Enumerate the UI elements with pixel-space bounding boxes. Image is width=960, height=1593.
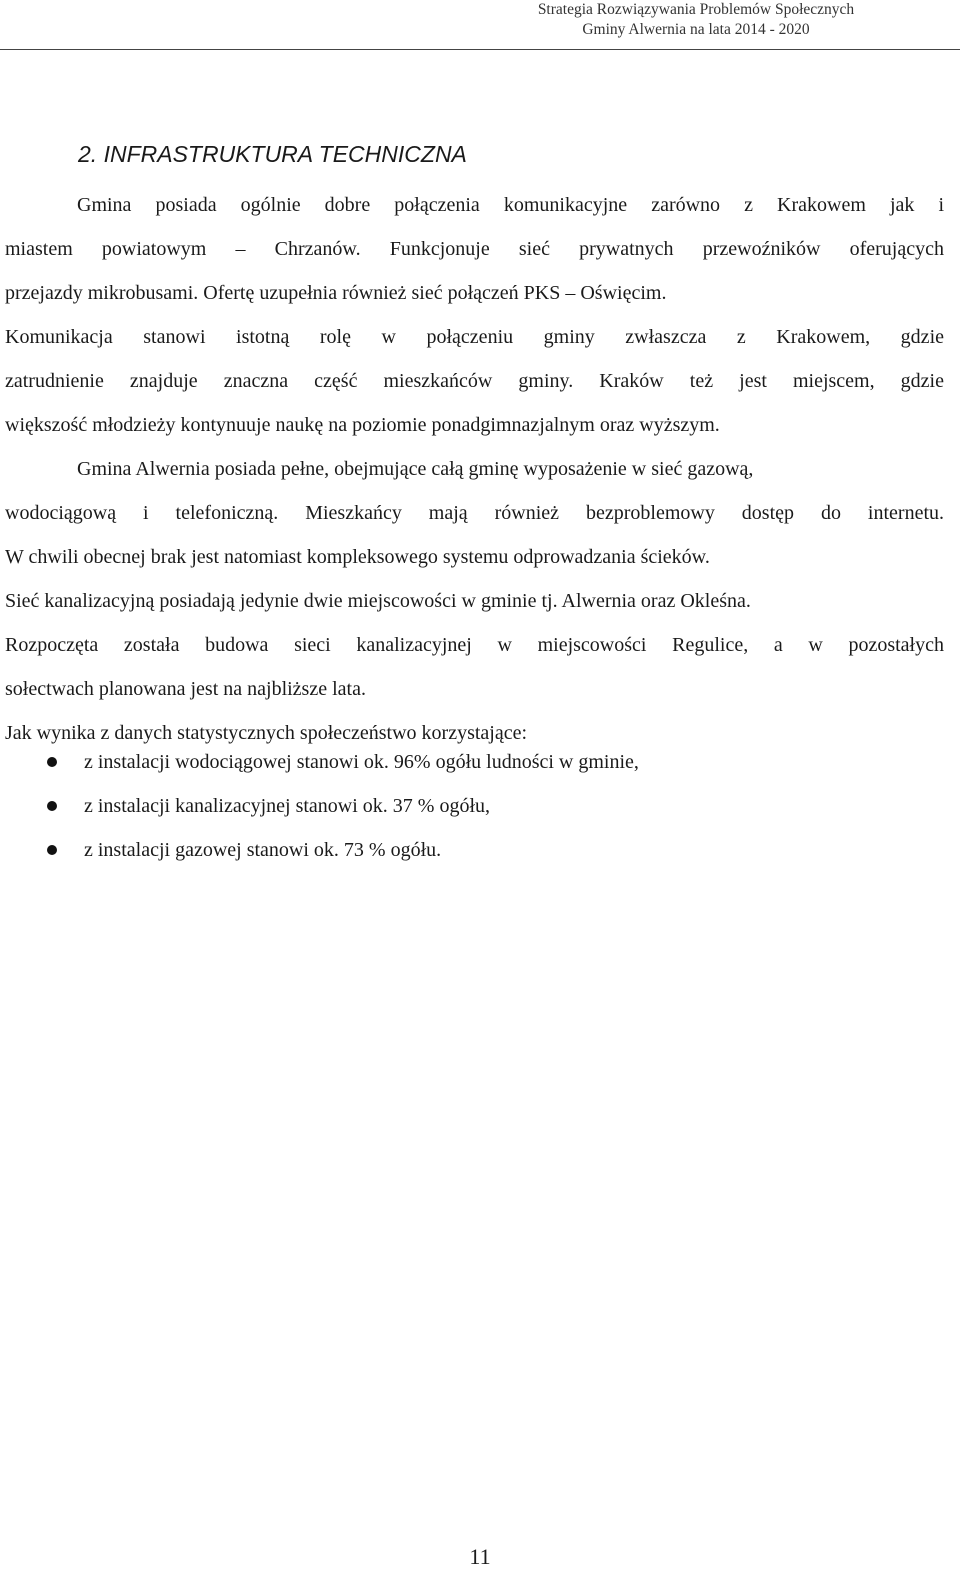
page-number: 11	[469, 1544, 491, 1569]
paragraph-line: sołectwach planowana jest na najbliższe lata.	[5, 678, 366, 700]
paragraph-line: większość młodzieży kontynuuje naukę na poziomie ponadgimnazjalnym oraz wyższym.	[5, 414, 720, 436]
paragraph-line: miastem powiatowym – Chrzanów. Funkcjonuje sieć prywatnych przewoźników oferujących	[5, 238, 944, 260]
header-line-title: Strategia Rozwiązywania Problemów Społecznych	[537, 1, 855, 18]
list-item-text: z instalacji gazowej stanowi ok. 73 % ogółu.	[84, 839, 442, 861]
list-item	[0, 784, 940, 828]
list-item-text: z instalacji wodociągowej stanowi ok. 96% ogółu ludności w gminie,	[84, 751, 639, 773]
bullet-icon	[47, 801, 57, 811]
paragraph-line: Gmina Alwernia posiada pełne, obejmujące całą gminę wyposażenie w sieć gazową,	[77, 458, 754, 480]
list-item-text: z instalacji kanalizacyjnej stanowi ok. 37 % ogółu,	[84, 795, 490, 817]
paragraph-line: Rozpoczęta została budowa sieci kanalizacyjnej w miejscowości Regulice, a w pozostałych	[5, 634, 944, 656]
bullet-icon	[47, 757, 57, 767]
bullet-icon	[47, 845, 57, 855]
paragraph-line: zatrudnienie znajduje znaczna część mieszkańców gminy. Kraków też jest miejscem, gdzie	[5, 370, 944, 392]
paragraph-line: Gmina posiada ogólnie dobre połączenia komunikacyjne zarówno z Krakowem jak i	[77, 194, 944, 216]
paragraph-transport	[5, 183, 944, 447]
paragraph-line: Komunikacja stanowi istotną rolę w połączeniu gminy zwłaszcza z Krakowem, gdzie	[5, 326, 944, 348]
paragraph-line: W chwili obecnej brak jest natomiast kompleksowego systemu odprowadzania ścieków.	[5, 546, 710, 568]
list-item	[0, 828, 940, 872]
list-item	[0, 740, 940, 784]
header-divider	[0, 49, 960, 50]
paragraph-line: Sieć kanalizacyjną posiadają jedynie dwie miejscowości w gminie tj. Alwernia oraz Okleśna.	[5, 590, 751, 612]
running-header	[486, 0, 906, 40]
header-line-subtitle: Gminy Alwernia na lata 2014 - 2020	[582, 21, 810, 38]
paragraph-line: Jak wynika z danych statystycznych społeczeństwo korzystające:	[5, 722, 528, 744]
paragraph-utilities	[5, 447, 944, 755]
section-heading: 2. INFRASTRUKTURA TECHNICZNA	[78, 141, 467, 167]
statistics-list	[0, 740, 940, 872]
paragraph-line: wodociągową i telefoniczną. Mieszkańcy mają również bezproblemowy dostęp do internetu.	[5, 502, 944, 524]
paragraph-line: przejazdy mikrobusami. Ofertę uzupełnia również sieć połączeń PKS – Oświęcim.	[5, 282, 667, 304]
